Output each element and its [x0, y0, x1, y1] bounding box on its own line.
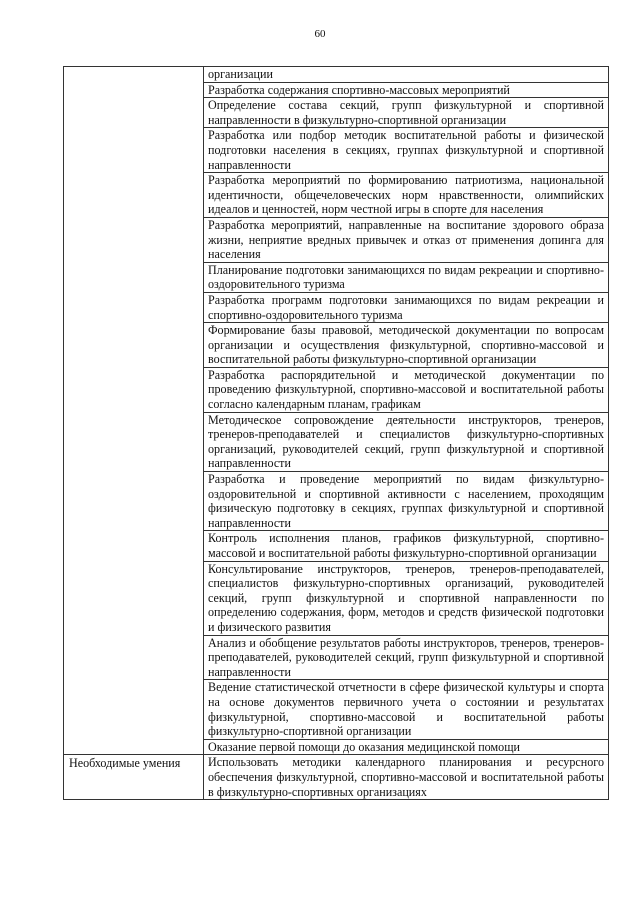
table-cell: Методическое сопровождение деятельности инструкторов, тренеров, тренеров-преподавателей и специалистов физкультурно-спортивных организаций, руководителей секций, групп физкультурной и спортивной направленности: [204, 412, 609, 471]
table-cell: организации: [204, 67, 609, 83]
table-cell: Планирование подготовки занимающихся по видам рекреации и спортивно-оздоровительного туризма: [204, 262, 609, 292]
table-cell: Ведение статистической отчетности в сфере физической культуры и спорта на основе документов первичного учета о состоянии и результатах физкультурной, спортивно-массовой и воспитательной работы физкультурно-спортивной организации: [204, 680, 609, 739]
table-cell: Разработка или подбор методик воспитательной работы и физической подготовки населения в секциях, группах физкультурной и спортивной направленности: [204, 128, 609, 173]
table-body: [64, 67, 609, 800]
table-cell: Разработка программ подготовки занимающихся по видам рекреации и спортивно-оздоровительного туризма: [204, 292, 609, 322]
table-cell: Разработка мероприятий, направленные на воспитание здорового образа жизни, неприятие вредных привычек и отказ от применения допинга для населения: [204, 217, 609, 262]
table-cell: Определение состава секций, групп физкультурной и спортивной направленности в физкультурно-спортивной организации: [204, 98, 609, 128]
table-cell: Консультирование инструкторов, тренеров, тренеров-преподавателей, специалистов физкультурно-спортивных организаций, руководителей секций, групп физкультурной и спортивной направленности по определению содержания, форм, методов и средств физической подготовки и физического развития: [204, 561, 609, 635]
section1-label: [64, 67, 204, 755]
table-cell: Контроль исполнения планов, графиков физкультурной, спортивно-массовой и воспитательной работы физкультурно-спортивной организации: [204, 531, 609, 561]
table-cell: Разработка мероприятий по формированию патриотизма, национальной идентичности, общечеловеческих норм нравственности, олимпийских идеалов и ценностей, норм честной игры в спорте для населения: [204, 173, 609, 218]
table-cell: Разработка и проведение мероприятий по видам физкультурно-оздоровительной и спортивной активности с населением, проходящим физическую подготовку в секциях, группах физкультурной и спортивной направленности: [204, 472, 609, 531]
table-cell: Разработка распорядительной и методической документации по проведению физкультурной, спортивно-массовой и воспитательной работы согласно календарным планам, графикам: [204, 367, 609, 412]
section2-label: Необходимые умения: [64, 755, 204, 800]
page-number: 60: [314, 28, 326, 40]
table-cell: Оказание первой помощи до оказания медицинской помощи: [204, 739, 609, 755]
table-cell: Использовать методики календарного планирования и ресурсного обеспечения физкультурной, спортивно-массовой и воспитательной работы в физкультурно-спортивных организациях: [204, 755, 609, 800]
table-cell: Формирование базы правовой, методической документации по вопросам организации и осуществления физкультурной, спортивно-массовой и воспитательной работы физкультурно-спортивной организации: [204, 323, 609, 368]
table-cell: Анализ и обобщение результатов работы инструкторов, тренеров, тренеров-преподавателей, руководителей секций, групп физкультурной и спортивной направленности: [204, 635, 609, 680]
table-cell: Разработка содержания спортивно-массовых мероприятий: [204, 82, 609, 98]
table-row: [64, 67, 609, 83]
job-functions-table: [63, 66, 609, 800]
table-row: [64, 755, 609, 800]
